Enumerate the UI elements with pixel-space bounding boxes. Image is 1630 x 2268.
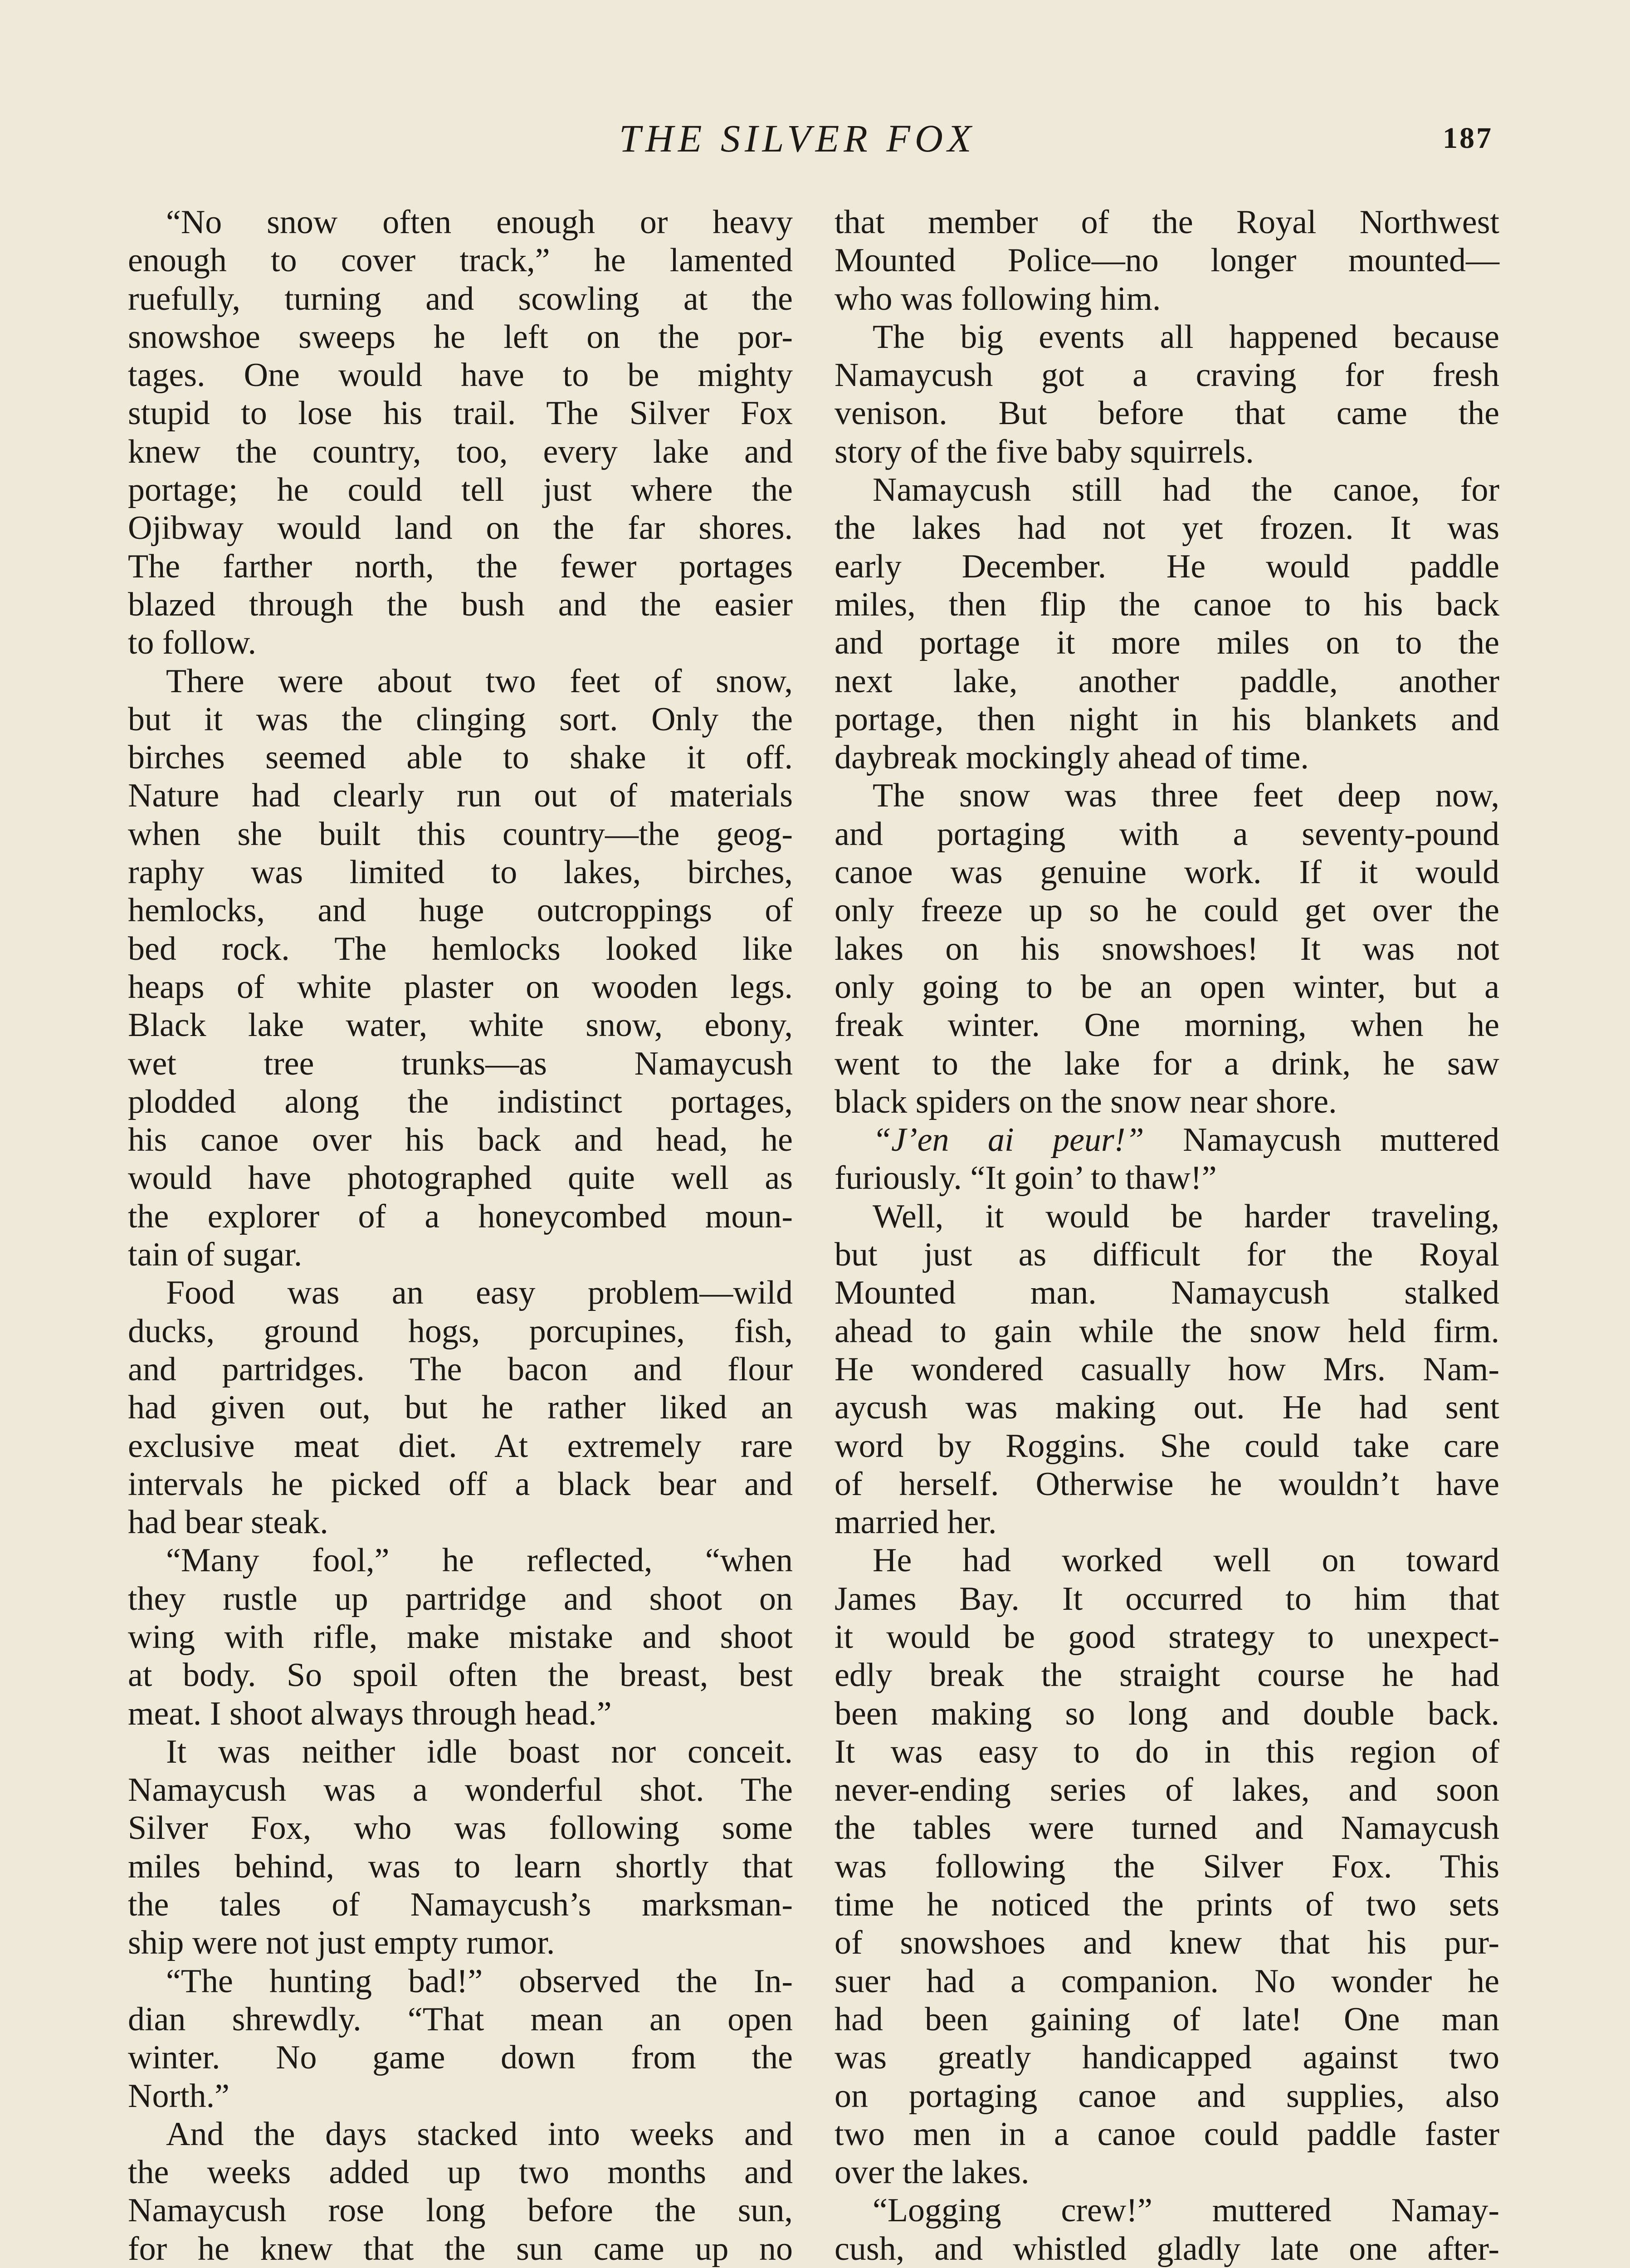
left-column-line: snowshoe sweeps he left on the por- [128, 318, 793, 356]
left-column-line: Silver Fox, who was following some [128, 1809, 793, 1847]
left-column-line: but it was the clinging sort. Only the [128, 700, 793, 738]
left-column-line: tages. One would have to be mighty [128, 357, 793, 394]
right-column-line: went to the lake for a drink, he saw [835, 1045, 1499, 1082]
right-column-line: it would be good strategy to unexpect- [835, 1618, 1499, 1656]
right-column-line: time he noticed the prints of two sets [835, 1886, 1499, 1924]
right-column-line: ahead to gain while the snow held firm. [835, 1312, 1499, 1350]
right-column-line: edly break the straight course he had [835, 1657, 1499, 1694]
left-column-line: had bear steak. [128, 1504, 328, 1541]
left-column-line: winter. No game down from the [128, 2039, 793, 2077]
left-column-line: knew the country, too, every lake and [128, 433, 793, 470]
right-column-line: venison. But before that came the [835, 395, 1499, 432]
right-column-line: “Logging crew!” muttered Namay- [873, 2192, 1499, 2229]
left-column-line: the tales of Namaycush’s marksman- [128, 1886, 793, 1924]
right-column-line: that member of the Royal Northwest [835, 204, 1499, 241]
right-column-line: never-ending series of lakes, and soon [835, 1771, 1499, 1809]
right-column-line: only going to be an open winter, but a [835, 968, 1499, 1006]
right-column-line: was following the Silver Fox. This [835, 1848, 1499, 1885]
right-column-line: on portaging canoe and supplies, also [835, 2077, 1499, 2115]
left-column-line: There were about two feet of snow, [166, 662, 793, 700]
right-column-line: next lake, another paddle, another [835, 662, 1499, 700]
left-column-line: birches seemed able to shake it off. [128, 739, 793, 777]
running-title: THE SILVER FOX [619, 117, 976, 160]
left-column-line: ship were not just empty rumor. [128, 1924, 555, 1962]
right-column-line: only freeze up so he could get over the [835, 892, 1499, 929]
right-column-line: two men in a canoe could paddle faster [835, 2115, 1499, 2153]
right-column-line: Namaycush got a craving for fresh [835, 357, 1499, 394]
right-column-line: story of the five baby squirrels. [835, 433, 1254, 470]
right-column-line: black spiders on the snow near shore. [835, 1083, 1337, 1120]
left-column-line: they rustle up partridge and shoot on [128, 1580, 793, 1618]
right-column-line: furiously. “It goin’ to thaw!” [835, 1159, 1217, 1197]
left-column-line: hemlocks, and huge outcroppings of [128, 892, 793, 929]
left-column-line: for he knew that the sun came up no [128, 2230, 793, 2268]
left-column-line: wet tree trunks—as Namaycush [128, 1045, 793, 1082]
left-column-line: portage; he could tell just where the [128, 471, 793, 509]
left-column-line: dian shrewdly. “That mean an open [128, 2000, 793, 2038]
right-column-line: Namaycush still had the canoe, for [873, 471, 1499, 509]
left-column-line: the weeks added up two months and [128, 2154, 793, 2191]
right-column-line: of snowshoes and knew that his pur- [835, 1924, 1499, 1962]
left-column-line: would have photographed quite well as [128, 1159, 793, 1197]
right-column-line: He wondered casually how Mrs. Nam- [835, 1350, 1499, 1388]
right-column-line: canoe was genuine work. If it would [835, 854, 1499, 891]
left-column-line: It was neither idle boast nor conceit. [166, 1733, 793, 1770]
right-column-line: Mounted man. Namaycush stalked [835, 1274, 1499, 1312]
left-column-line: at body. So spoil often the breast, best [128, 1657, 793, 1694]
right-column-line: The snow was three feet deep now, [873, 777, 1499, 815]
left-column-line: “The hunting bad!” observed the In- [166, 1962, 793, 2000]
right-column-line: but just as difficult for the Royal [835, 1236, 1499, 1274]
right-column-line: aycush was making out. He had sent [835, 1389, 1499, 1427]
right-column-line: He had worked well on toward [873, 1542, 1499, 1579]
left-column-line: blazed through the bush and the easier [128, 586, 793, 623]
left-column-line: miles behind, was to learn shortly that [128, 1848, 793, 1885]
right-column-line: been making so long and double back. [835, 1695, 1499, 1732]
right-column-line: suer had a companion. No wonder he [835, 1962, 1499, 2000]
right-column-line: Mounted Police—no longer mounted— [835, 242, 1499, 279]
right-column-line: early December. He would paddle [835, 547, 1499, 585]
left-column-line: ruefully, turning and scowling at the [128, 280, 793, 318]
left-column-line: the explorer of a honeycombed moun- [128, 1198, 793, 1235]
left-column-line: tain of sugar. [128, 1236, 303, 1274]
left-column-line: Food was an easy problem—wild [166, 1274, 793, 1312]
left-column-line: The farther north, the fewer portages [128, 547, 793, 585]
left-column-line: intervals he picked off a black bear and [128, 1465, 793, 1503]
left-column-line: had given out, but he rather liked an [128, 1389, 793, 1427]
italic-phrase: “J’en ai peur!” [873, 1121, 1144, 1159]
left-column-line: meat. I shoot always through head.” [128, 1695, 612, 1732]
left-column-line: when she built this country—the geog- [128, 815, 793, 853]
left-column-line: Namaycush rose long before the sun, [128, 2192, 793, 2229]
left-column-line: raphy was limited to lakes, birches, [128, 854, 793, 891]
right-column-line: lakes on his snowshoes! It was not [835, 930, 1499, 968]
right-column-line: of herself. Otherwise he wouldn’t have [835, 1465, 1499, 1503]
left-column-line: enough to cover track,” he lamented [128, 242, 793, 279]
left-column-line: Nature had clearly run out of materials [128, 777, 793, 815]
right-column-line: It was easy to do in this region of [835, 1733, 1499, 1770]
left-column-line: Black lake water, white snow, ebony, [128, 1007, 793, 1044]
left-column-line: stupid to lose his trail. The Silver Fox [128, 395, 793, 432]
left-column-line: heaps of white plaster on wooden legs. [128, 968, 793, 1006]
right-column-line: married her. [835, 1504, 997, 1541]
right-column-line: The big events all happened because [873, 318, 1499, 356]
right-column-line: and portage it more miles on to the [835, 624, 1499, 662]
right-text-column [835, 203, 1499, 2268]
left-column-line: “Many fool,” he reflected, “when [166, 1542, 793, 1579]
left-column-line: Ojibway would land on the far shores. [128, 509, 793, 547]
right-column-line: the tables were turned and Namaycush [835, 1809, 1499, 1847]
left-column-line: bed rock. The hemlocks looked like [128, 930, 793, 968]
right-column-line: who was following him. [835, 280, 1161, 318]
page-number: 187 [1443, 122, 1493, 155]
left-column-line: exclusive meat diet. At extremely rare [128, 1427, 793, 1465]
right-column-line: miles, then flip the canoe to his back [835, 586, 1499, 623]
right-column-line: Well, it would be harder traveling, [873, 1198, 1499, 1235]
right-column-line: had been gaining of late! One man [835, 2000, 1499, 2038]
right-column-line: word by Roggins. She could take care [835, 1427, 1499, 1465]
left-column-line: wing with rifle, make mistake and shoot [128, 1618, 793, 1656]
left-column-line: North.” [128, 2077, 229, 2115]
left-column-line: And the days stacked into weeks and [166, 2115, 793, 2153]
left-column-line: “No snow often enough or heavy [166, 204, 793, 241]
right-column-line: was greatly handicapped against two [835, 2039, 1499, 2077]
right-column-line: the lakes had not yet frozen. It was [835, 509, 1499, 547]
left-column-line: to follow. [128, 624, 256, 662]
left-column-line: his canoe over his back and head, he [128, 1121, 793, 1159]
right-column-line: “J’en ai peur!” Namaycush muttered [873, 1121, 1499, 1159]
left-text-column [128, 203, 793, 2268]
left-column-line: Namaycush was a wonderful shot. The [128, 1771, 793, 1809]
right-column-line: and portaging with a seventy-pound [835, 815, 1499, 853]
right-column-line: James Bay. It occurred to him that [835, 1580, 1499, 1618]
running-head [0, 116, 1630, 170]
right-column-line: daybreak mockingly ahead of time. [835, 739, 1309, 777]
right-column-line: portage, then night in his blankets and [835, 700, 1499, 738]
right-column-line: freak winter. One morning, when he [835, 1007, 1499, 1044]
left-column-line: plodded along the indistinct portages, [128, 1083, 793, 1120]
right-column-line: cush, and whistled gladly late one after- [835, 2230, 1499, 2268]
left-column-line: and partridges. The bacon and flour [128, 1350, 793, 1388]
right-column-line: over the lakes. [835, 2154, 1030, 2191]
left-column-line: ducks, ground hogs, porcupines, fish, [128, 1312, 793, 1350]
